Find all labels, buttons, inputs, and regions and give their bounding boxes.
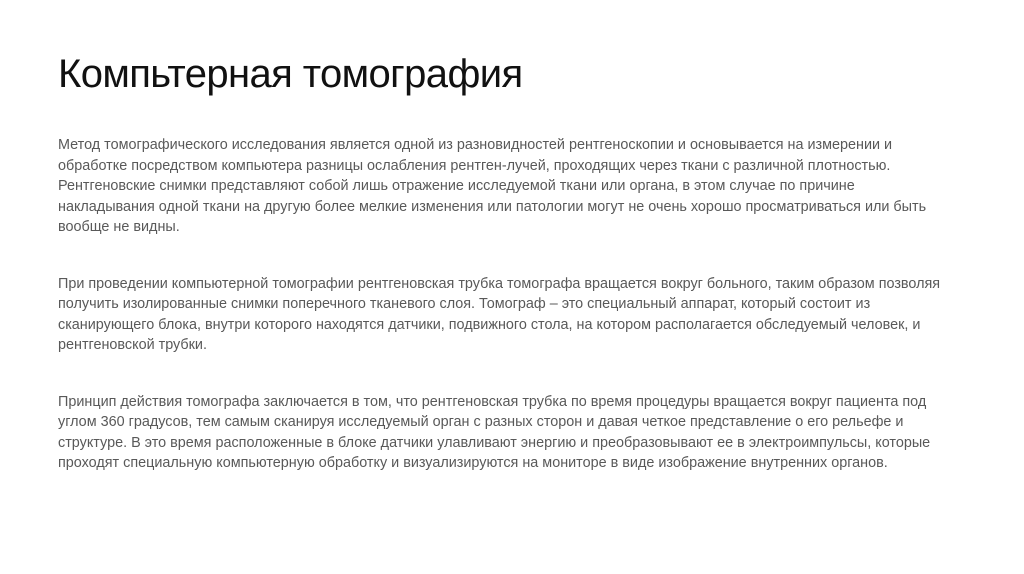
paragraph-principle: Принцип действия томографа заключается в том, что рентгеновская трубка по время процедуры вращается вокруг пациента под углом 360 градусов, тем самым сканируя исследуемый орган с разных сторон и давая четкое представление о его рельефе и структуре. В это время расположенные в блоке датчики улавливают энергию и преобразовывают ее в электроимпульсы, которые проходят специальную компьютерную обработку и визуализируются на мониторе в виде изображение внутренних органов. (58, 393, 931, 471)
slide-title: Компьтерная томография (58, 52, 523, 96)
paragraph-procedure: При проведении компьютерной томографии рентгеновская трубка томографа вращается вокруг больного, таким образом позволяя получить изолированные снимки поперечного тканевого слоя. Томограф – это специальный аппарат, который состоит из сканирующего блока, внутри которого находятся датчики, подвижного стола, на котором располагается обследуемый человек, и рентгеновской трубки. (58, 275, 941, 353)
paragraph-method: Метод томографического исследования является одной из разновидностей рентгеноскопии и основывается на измерении и обработке посредством компьютера разницы ослабления рентген-лучей, проходящих через ткани с различной плотностью. Рентгеновские снимки представляют собой лишь отражение исследуемой ткани или органа, в этом случае по причине накладывания одной ткани на другую более мелкие изменения или патологии могут не очень хорошо просматриваться или быть вообще не видны. (58, 137, 927, 235)
slide-body (58, 135, 948, 474)
